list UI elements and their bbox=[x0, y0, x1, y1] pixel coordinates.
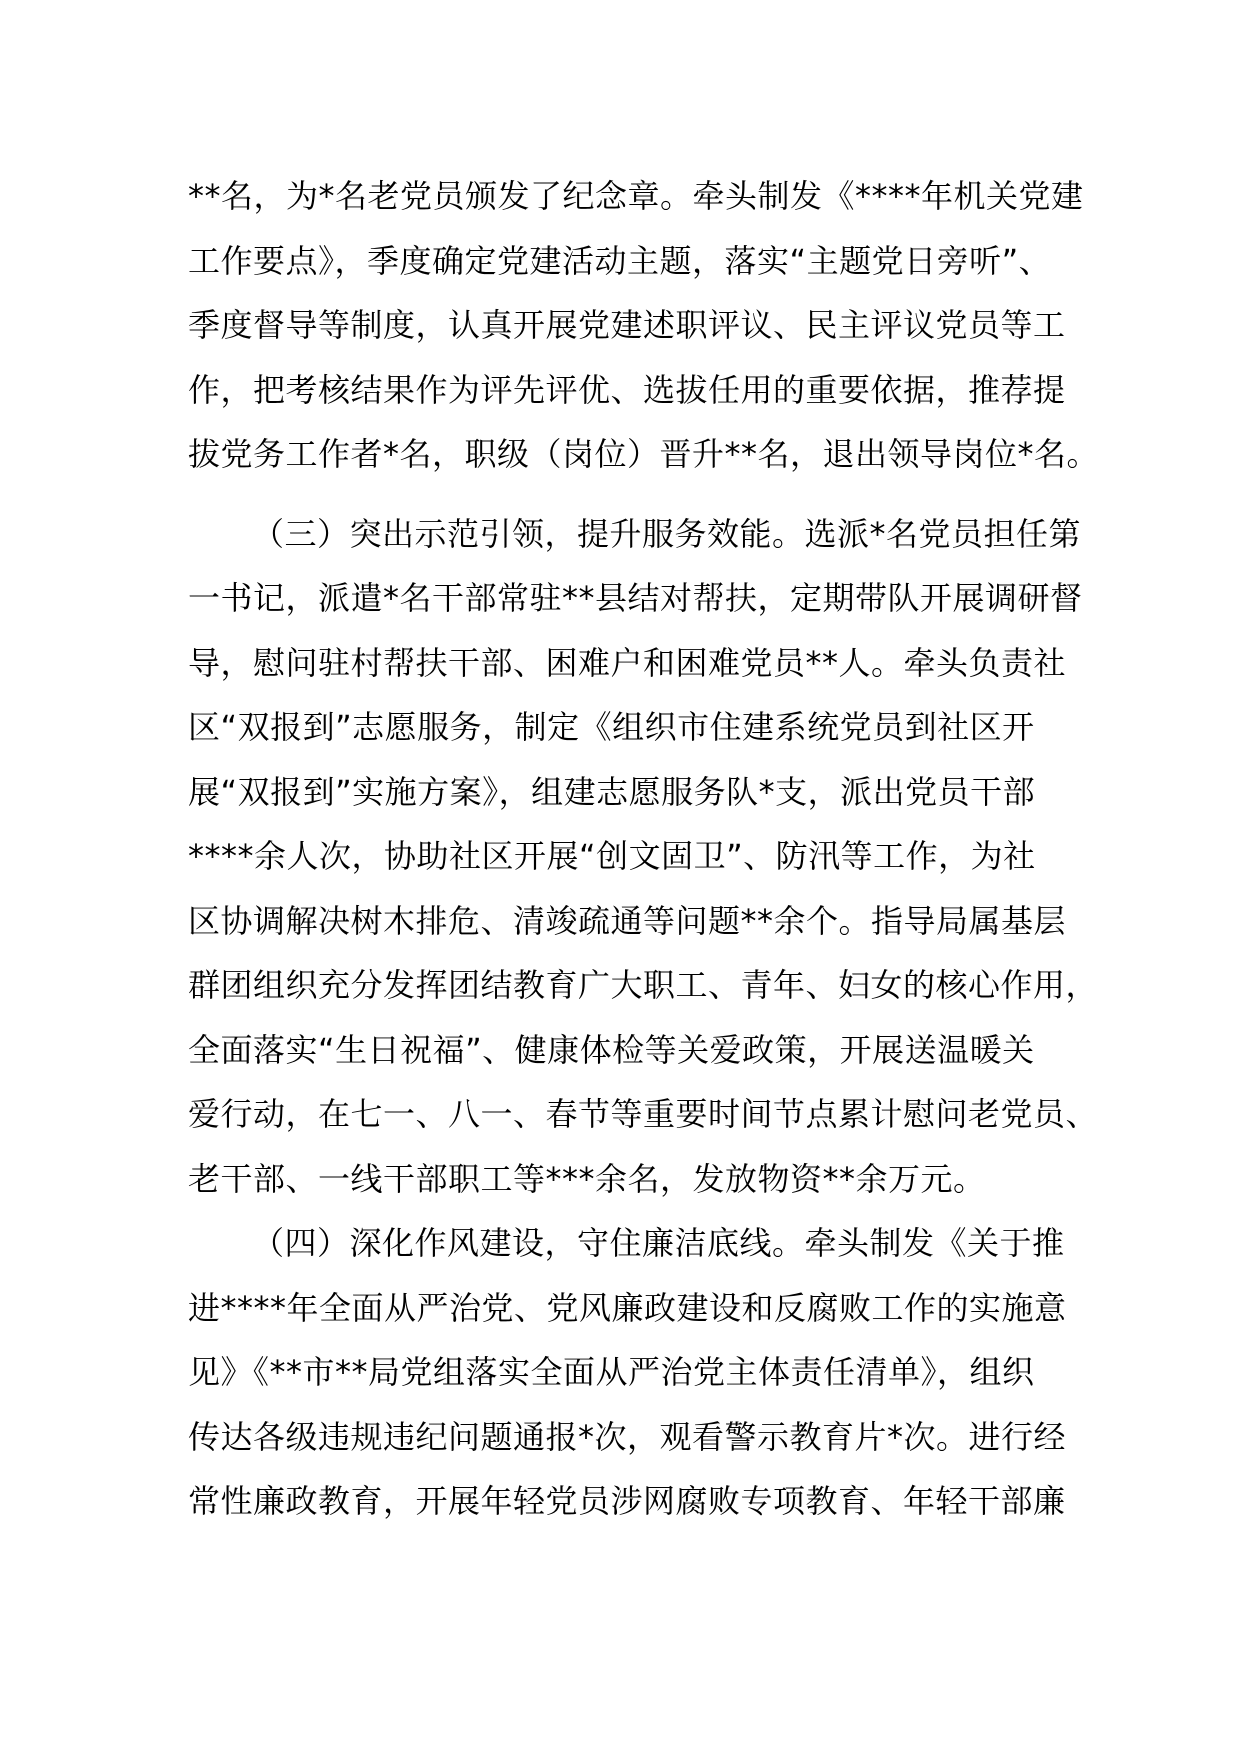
paragraph-party-building bbox=[188, 164, 1100, 487]
text-line: 常性廉政教育，开展年轻党员涉网腐败专项教育、年轻干部廉 bbox=[188, 1482, 1066, 1520]
text-line: （四）深化作风建设，守住廉洁底线。牵头制发《关于推 bbox=[252, 1224, 1065, 1262]
text-line: 作，把考核结果作为评先评优、选拔任用的重要依据，推荐提 bbox=[188, 370, 1066, 409]
text-line: 拔党务工作者*名，职级（岗位）晋升**名，退出领导岗位*名。 bbox=[188, 435, 1100, 473]
text-line: **名，为*名老党员颁发了纪念章。牵头制发《****年机关党建 bbox=[188, 177, 1084, 215]
text-line: 群团组织充分发挥团结教育广大职工、青年、妇女的核心作用， bbox=[188, 966, 1099, 1004]
text-line: 见》《**市**局党组落实全面从严治党主体责任清单》，组织 bbox=[188, 1353, 1035, 1391]
text-line: 工作要点》，季度确定党建活动主题，落实“主题党日旁听”、 bbox=[188, 241, 1052, 280]
text-line: 进****年全面从严治党、党风廉政建设和反腐败工作的实施意 bbox=[188, 1288, 1067, 1327]
text-line: 传达各级违规违纪问题通报*次，观看警示教育片*次。进行经 bbox=[188, 1417, 1067, 1456]
paragraph-section-3 bbox=[188, 502, 1099, 1212]
text-line: 全面落实“生日祝福”、健康体检等关爱政策，开展送温暖关 bbox=[188, 1030, 1035, 1069]
text-line: 展“双报到”实施方案》，组建志愿服务队*支，派出党员干部 bbox=[188, 772, 1036, 811]
paragraph-gap bbox=[188, 487, 1058, 502]
text-line: （三）突出示范引领，提升服务效能。选派*名党员担任第 bbox=[252, 514, 1082, 553]
document-body bbox=[188, 164, 1100, 1534]
text-line: 一书记，派遣*名干部常驻**县结对帮扶，定期带队开展调研督 bbox=[188, 579, 1083, 617]
text-line: 季度督导等制度，认真开展党建述职评议、民主评议党员等工 bbox=[188, 306, 1066, 344]
text-line: 导，慰问驻村帮扶干部、困难户和困难党员**人。牵头负责社 bbox=[188, 643, 1067, 682]
text-line: ****余人次，协助社区开展“创文固卫”、防汛等工作，为社 bbox=[188, 837, 1036, 875]
paragraph-section-4 bbox=[188, 1211, 1067, 1534]
text-line: 区协调解决树木排危、清竣疏通等问题**余个。指导局属基层 bbox=[188, 901, 1067, 940]
text-line: 区“双报到”志愿服务，制定《组织市住建系统党员到社区开 bbox=[188, 708, 1035, 746]
text-line: 爱行动，在七一、八一、春节等重要时间节点累计慰问老党员、 bbox=[188, 1095, 1099, 1133]
text-line: 老干部、一线干部职工等***余名，发放物资**余万元。 bbox=[188, 1159, 986, 1198]
